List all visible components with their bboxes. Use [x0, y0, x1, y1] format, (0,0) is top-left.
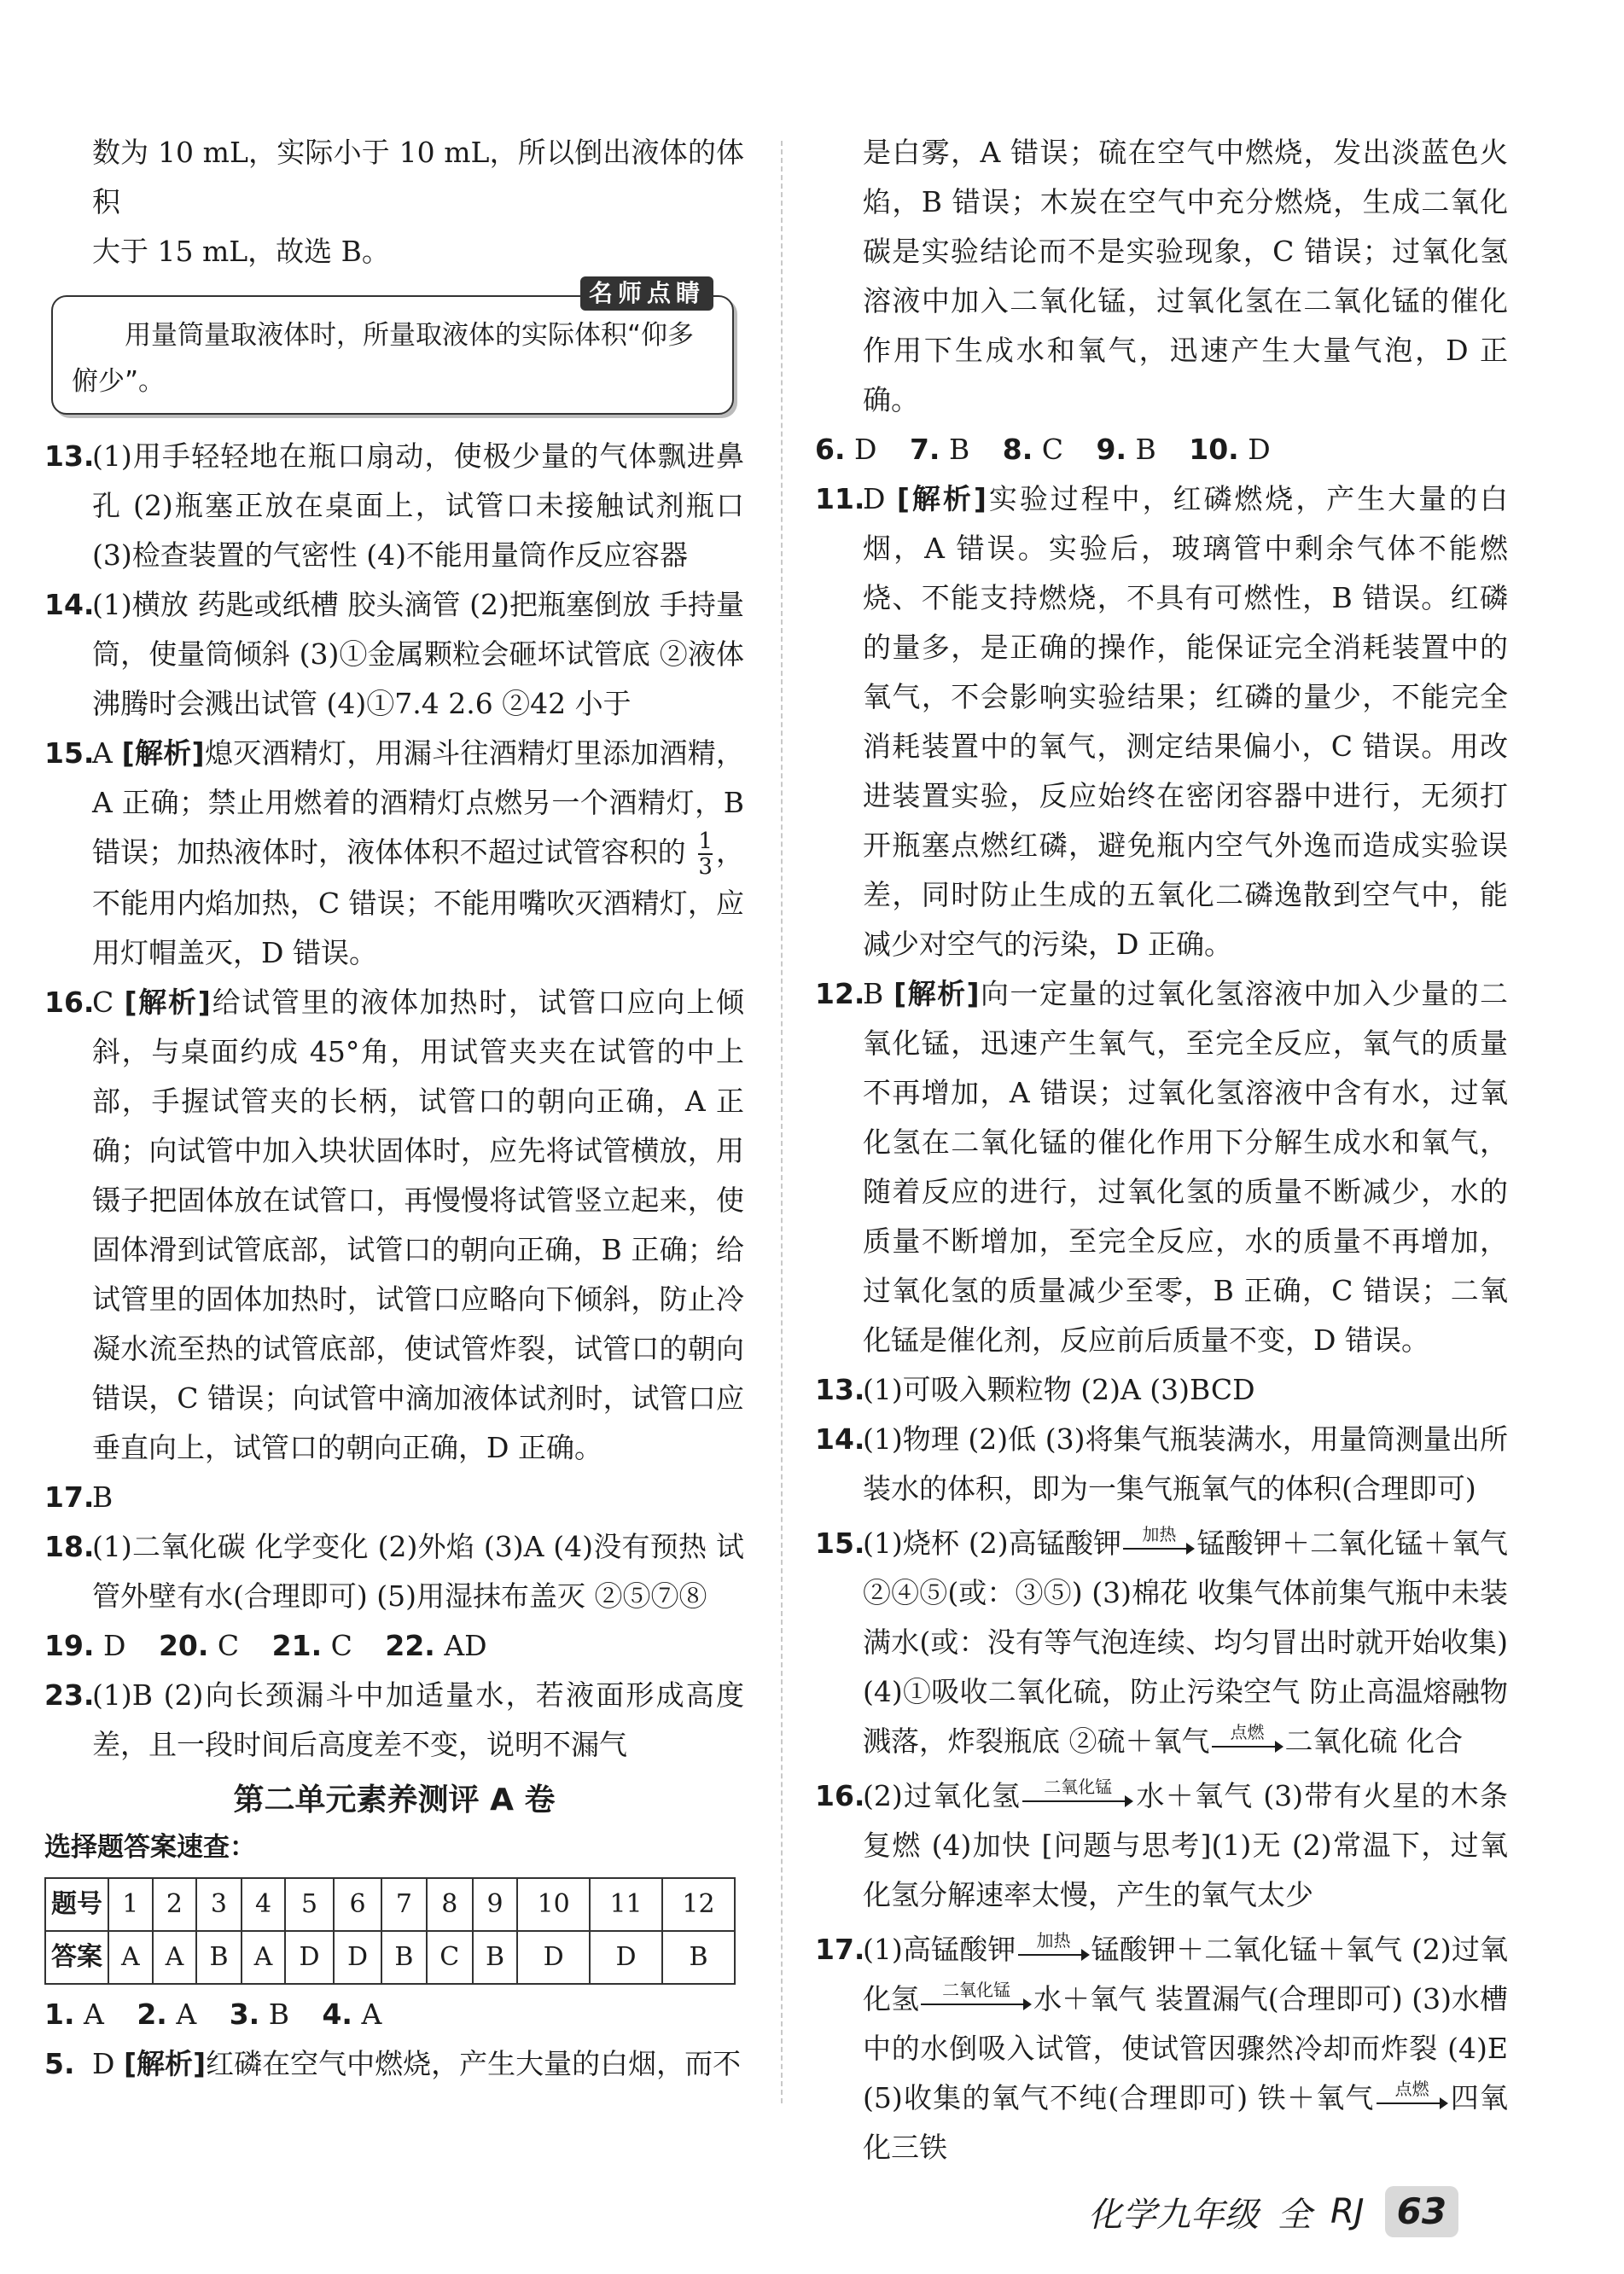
questions-19-22: 19. D 20. C 21. C 22. AD	[44, 1629, 487, 1662]
page-footer	[1088, 2184, 1458, 2239]
question-17: 17. B	[44, 1480, 114, 1514]
answer-quick-check-label: 选择题答案速查：	[44, 1832, 256, 1863]
section-title: 第二单元素养测评 A 卷	[233, 1783, 556, 1817]
question-15-right: 15. (1)烧杯 (2)高锰酸钾 加热 锰酸钾＋二氧化锰＋氧气 ②④⑤(或：③⑤) (3)棉花 收集气体前集气瓶中未装满水(或：没有等气泡连续、均匀冒出时就开始收集) (4)①吸收二氧化硫，防止污染空气 防止高温熔融物溅落，炸裂瓶底 ②硫＋氧气 点燃 二氧化硫 化合	[815, 1524, 1509, 1758]
answer-table-number-row: 题号 1 2 3 4 5 6 7 8 9 10 11 12	[45, 1878, 735, 1931]
fraction-one-third: $\frac{1}{3}$	[698, 829, 713, 880]
question-23: 23. (1)B (2)向长颈漏斗中加适量水，若液面形成高度差，且一段时间后高度差不变，说明不漏气	[44, 1678, 744, 1761]
right-column	[815, 128, 1508, 2172]
question-17-right: 17. (1)高锰酸钾 加热 锰酸钾＋二氧化锰＋氧气 (2)过氧化氢 二氧化锰 水＋氧气 装置漏气(合理即可) (3)水槽中的水倒吸入试管，使试管因骤然冷却而炸裂 (4)E (5)收集的氧气不纯(合理即可) 铁＋氧气 点燃 四氧化三铁	[815, 1930, 1509, 2164]
reaction-arrow-heat: 加热	[1123, 1532, 1195, 1558]
question-14: 14. (1)横放 药匙或纸槽 胶头滴管 (2)把瓶塞倒放 手持量筒，使量筒倾斜 (3)①金属颗粒会砸坏试管底 ②液体沸腾时会溅出试管 (4)①7.4 2.6 ②42 小于	[44, 588, 744, 720]
teacher-tip-badge: 名师点睛	[580, 276, 713, 311]
continuation-text: 数为 10 mL，实际小于 10 mL，所以倒出液体的体积 大于 15 mL，故选 B。	[92, 136, 744, 268]
question-16-right: 16. (2)过氧化氢 二氧化锰 水＋氧气 (3)带有火星的木条复燃 (4)加快 [问题与思考](1)无 (2)常温下，过氧化氢分解速率太慢，产生的氧气太少	[815, 1777, 1508, 1911]
question-13: 13. (1)用手轻轻地在瓶口扇动，使极少量的气体飘进鼻孔 (2)瓶塞正放在桌面上，试管口未接触试剂瓶口 (3)检查装置的气密性 (4)不能用量筒作反应容器	[44, 439, 744, 572]
question-11: 11. D [解析]实验过程中，红磷燃烧，产生大量的白烟，A 错误。实验后，玻璃管中剩余气体不能燃烧、不能支持燃烧，不具有可燃性，B 错误。红磷的量多，是正确的操作，能保证完全消耗装置中的氧气，不会影响实验结果；红磷的量少，不能完全消耗装置中的氧气，测定结果偏小，C 错误。用改进装置实验，反应始终在密闭容器中进行，无须打开瓶塞点燃红磷，避免瓶内空气外逸而造成实验误差，同时防止生成的五氧化二磷逸散到空气中，能减少对空气的污染，D 正确。	[815, 482, 1508, 961]
questions-1-4: 1. A 2. A 3. B 4. A	[44, 1998, 382, 2031]
reaction-arrow-ignite: 点燃	[1212, 1730, 1283, 1756]
continuation-text-right: 是白雾，A 错误；硫在空气中燃烧，发出淡蓝色火焰，B 错误；木炭在空气中充分燃烧，生成二氧化碳是实验结论而不是实验现象，C 错误；过氧化氢溶液中加入二氧化锰，过氧化氢在二氧化锰的催化作用下生成水和氧气，迅速产生大量气泡，D 正确。	[863, 136, 1508, 416]
teacher-tip-text: 用量筒量取液体时，所量取液体的实际体积“仰多俯少”。	[72, 320, 695, 397]
question-18: 18. (1)二氧化碳 化学变化 (2)外焰 (3)A (4)没有预热 试管外壁有水(合理即可) (5)用湿抹布盖灭 ②⑤⑦⑧	[44, 1530, 744, 1613]
question-5: 5. D [解析]红磷在空气中燃烧，产生大量的白烟，而不	[44, 2047, 742, 2080]
question-13-right: 13. (1)可吸入颗粒物 (2)A (3)BCD	[815, 1373, 1255, 1406]
page-number: 63	[1385, 2186, 1458, 2237]
reaction-arrow-heat: 加热	[1018, 1939, 1090, 1964]
question-12: 12. B [解析]向一定量的过氧化氢溶液中加入少量的二氧化锰，迅速产生氧气，至完全反应，氧气的质量不再增加，A 错误；过氧化氢溶液中含有水，过氧化氢在二氧化锰的催化作用下分解生成水和氧气，随着反应的进行，过氧化氢的质量不断减少，水的质量不断增加，至完全反应，水的质量不再增加，过氧化氢的质量减少至零，B 正确，C 错误；二氧化锰是催化剂，反应前后质量不变，D 错误。	[815, 977, 1508, 1357]
reaction-arrow-ignite: 点燃	[1377, 2087, 1448, 2113]
footer-subject: 化学九年级	[1088, 2195, 1259, 2235]
column-divider	[781, 141, 783, 2103]
question-15: 15. A [解析]熄灭酒精灯，用漏斗往酒精灯里添加酒精，A 正确；禁止用燃着的酒精灯点燃另一个酒精灯，B 错误；加热液体时，液体体积不超过试管容积的 $\frac{1}{3}$ ，不能用内焰加热，C 错误；不能用嘴吹灭酒精灯，应用灯帽盖灭，D 错误。	[44, 736, 745, 969]
footer-volume: 全	[1278, 2195, 1312, 2235]
reaction-arrow-catalyst: 二氧化锰	[921, 1988, 1032, 2014]
left-column	[44, 128, 744, 2089]
question-16: 16. C [解析]给试管里的液体加热时，试管口应向上倾斜，与桌面约成 45°角，用试管夹夹在试管的中上部，手握试管夹的长柄，试管口的朝向正确，A 正确；向试管中加入块状固体时，应先将试管横放，用镊子把固体放在试管口，再慢慢将试管竖立起来，使固体滑到试管底部，试管口的朝向正确，B 正确；给试管里的固体加热时，试管口应略向下倾斜，防止冷凝水流至热的试管底部，使试管炸裂，试管口的朝向错误，C 错误；向试管中滴加液体试剂时，试管口应垂直向上，试管口的朝向正确，D 正确。	[44, 986, 744, 1464]
answer-table	[44, 1877, 736, 1985]
answer-table-answer-row: 答案 A A B A D D B C B D D B	[45, 1931, 735, 1984]
questions-6-10: 6. D 7. B 8. C 9. B 10. D	[815, 433, 1271, 466]
reaction-arrow-catalyst: 二氧化锰	[1022, 1785, 1133, 1811]
teacher-tip-box	[51, 279, 734, 415]
footer-edition: RJ	[1330, 2192, 1365, 2231]
question-14-right: 14. (1)物理 (2)低 (3)将集气瓶装满水，用量筒测量出所装水的体积，即为一集气瓶氧气的体积(合理即可)	[815, 1422, 1508, 1505]
